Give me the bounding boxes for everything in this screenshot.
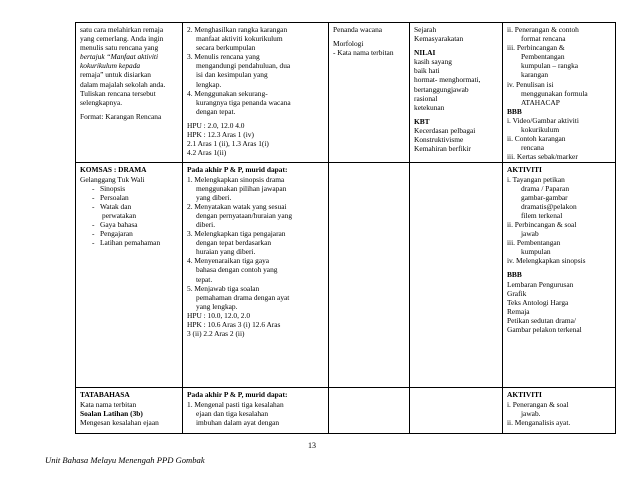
values-cell: [410, 163, 503, 388]
objectives-cell: 2. Menghasilkan rangka karangan manfaat aktiviti kokurikulum secara berkumpulan 3. Menulis rencana yang mengandungi pendahuluan, dua isi dan kesimpulan yang lengkap. 4. Menggunakan sekurang- kurangnya tiga penanda wacana dengan tepat. HPU : 2.0, 12.0 4.0 HPK : 12.3 Aras 1 (iv) 2.1 Aras 1 (ii), 1.3 Aras 1(i) 4.2 Aras 1(ii): [183, 23, 329, 163]
values-cell: [410, 388, 503, 434]
activities-cell: AKTIVITI i. Penerangan & soal jawab. ii. Menganalisis ayat.: [503, 388, 616, 434]
knowledge-cell: [329, 163, 410, 388]
page-number: 13: [308, 441, 316, 450]
content-cell: KOMSAS : DRAMA Gelanggang Tuk Wali - Sinopsis - Persoalan - Watak dan perwatakan - Gaya bahasa - Pengajaran - Latihan pemahaman: [76, 163, 183, 388]
page-footer: Unit Bahasa Melayu Menengah PPD Gombak: [45, 455, 205, 465]
activities-cell: ii. Penerangan & contoh format rencana iii. Perbincangan & Pembentangan kumpulan – rangka karangan iv. Penulisan isi menggunakan formula ATAHACAP BBB i. Video/Gambar aktiviti kokurikulum ii. Contoh karangan rencana iii. Kertas sebak/marker: [503, 23, 616, 163]
table-row: [76, 388, 616, 434]
objectives-cell: Pada akhir P & P, murid dapat: 1. Melengkapkan sinopsis drama menggunakan pilihan jawapan yang diberi. 2. Menyatakan watak yang sesuai dengan pernyataan/huraian yang diberi. 3. Melengkapkan tiga pengajaran dengan tepat berdasarkan huraian yang diberi. 4. Menyenaraikan tiga gaya bahasa dengan contoh yang tepat. 5. Menjawab tiga soalan pemahaman drama dengan ayat yang lengkap. HPU : 10.0, 12.0, 2.0 HPK : 10.6 Aras 3 (i) 12.6 Aras 3 (ii) 2.2 Aras 2 (ii): [183, 163, 329, 388]
table-row: [76, 23, 616, 163]
content-cell: TATABAHASA Kata nama terbitan Soalan Latihan (3b) Mengesan kesalahan ejaan: [76, 388, 183, 434]
lesson-plan-table: [75, 22, 616, 434]
knowledge-cell: [329, 388, 410, 434]
knowledge-cell: Penanda wacana Morfologi - Kata nama terbitan: [329, 23, 410, 163]
objectives-cell: Pada akhir P & P, murid dapat: 1. Mengenal pasti tiga kesalahan ejaan dan tiga kesalahan imbuhan dalam ayat dengan: [183, 388, 329, 434]
values-cell: Sejarah Kemasyarakatan NILAI kasih sayang baik hati hormat- menghormati, bertanggungjawab rasional ketekunan KBT Kecerdasan pelbagai Konstruktivisme Kemahiran berfikir: [410, 23, 503, 163]
table-row: [76, 163, 616, 388]
activities-cell: AKTIVITI i. Tayangan petikan drama / Paparan gambar-gambar dramatis@pelakon filem terkenal ii. Perbincangan & soal jawab iii. Pembentangan kumpulan iv. Melengkapkan sinopsis BBB Lembaran Pengurusan Grafik Teks Antologi Harga Remaja Petikan sedutan drama/ Gambar pelakon terkenal: [503, 163, 616, 388]
content-cell: satu cara melahirkan remaja yang cemerlang. Anda ingin menulis satu rencana yang bertajuk “Manfaat aktiviti kokurikulum kepada remaja” untuk disiarkan dalam majalah sekolah anda. Tuliskan rencana tersebut selengkapnya. Format: Karangan Rencana: [76, 23, 183, 163]
